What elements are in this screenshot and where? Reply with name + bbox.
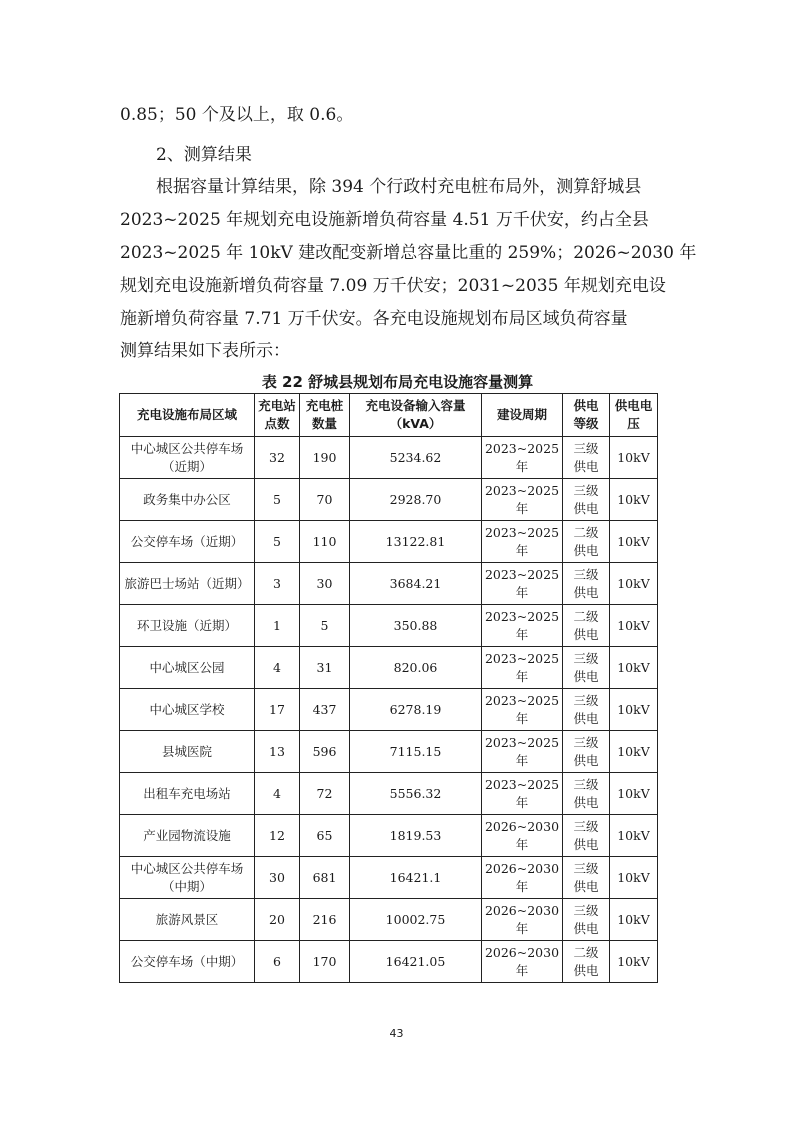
cell-piles: 596: [300, 731, 350, 773]
cell-area-line: 公交停车场（中期）: [130, 953, 244, 969]
cell-stations: 1: [255, 605, 300, 647]
cell-piles: 110: [300, 521, 350, 563]
header-grade: [563, 394, 610, 437]
header-line: 充电站: [258, 398, 296, 413]
cell-stations: 32: [255, 437, 300, 479]
cell-stations: 3: [255, 563, 300, 605]
cell-grade-line: 三级: [573, 734, 599, 750]
cell-grade: [563, 815, 610, 857]
cell-area-line: （近期）: [161, 458, 212, 474]
cell-grade-line: 供电: [573, 710, 599, 726]
cell-grade: [563, 647, 610, 689]
cell-piles: 72: [300, 773, 350, 815]
cell-grade-line: 供电: [573, 794, 599, 810]
cell-period-line: 2023~2025: [484, 566, 560, 582]
header-area: [120, 394, 255, 437]
header-piles: [300, 394, 350, 437]
header-line: 数量: [311, 416, 337, 431]
cell-period-line: 年: [515, 962, 529, 978]
cell-piles: 216: [300, 899, 350, 941]
cell-grade-line: 供电: [573, 584, 599, 600]
header-line: （kVA）: [389, 416, 442, 431]
cell-stations: 5: [255, 521, 300, 563]
cell-area-line: 公交停车场（近期）: [130, 533, 244, 549]
cell-piles: 170: [300, 941, 350, 983]
cell-capacity: 16421.1: [350, 857, 482, 899]
cell-piles: 30: [300, 563, 350, 605]
cell-grade-line: 三级: [573, 776, 599, 792]
cell-period-line: 年: [515, 836, 529, 852]
table-caption: 表 22 舒城县规划布局充电设施容量测算: [261, 373, 534, 391]
cell-grade-line: 供电: [573, 878, 599, 894]
cell-period: [482, 479, 563, 521]
cell-voltage: 10kV: [610, 815, 658, 857]
header-voltage: [610, 394, 658, 437]
cell-area: [120, 479, 255, 521]
cell-area: [120, 941, 255, 983]
cell-grade-line: 供电: [573, 962, 599, 978]
cell-area-line: 中心城区公园: [149, 659, 225, 675]
cell-grade-line: 二级: [573, 524, 599, 540]
table-row: [120, 605, 658, 647]
cell-period-line: 年: [515, 542, 529, 558]
table-row: [120, 647, 658, 689]
cell-period-line: 2023~2025: [484, 440, 560, 456]
cell-period-line: 年: [515, 668, 529, 684]
cell-area-line: 政务集中办公区: [143, 491, 231, 507]
cell-voltage: 10kV: [610, 647, 658, 689]
table-row: [120, 437, 658, 479]
cell-area: [120, 731, 255, 773]
cell-period-line: 年: [515, 920, 529, 936]
cell-grade-line: 供电: [573, 920, 599, 936]
cell-capacity: 1819.53: [350, 815, 482, 857]
cell-period-line: 2026~2030: [484, 818, 560, 834]
cell-area: [120, 437, 255, 479]
cell-period-line: 2023~2025: [484, 692, 560, 708]
table-row: [120, 857, 658, 899]
cell-period-line: 年: [515, 626, 529, 642]
table-header-row: [120, 394, 658, 437]
cell-grade-line: 供电: [573, 836, 599, 852]
cell-period-line: 年: [515, 794, 529, 810]
cell-stations: 17: [255, 689, 300, 731]
cell-voltage: 10kV: [610, 521, 658, 563]
cell-period-line: 2023~2025: [484, 650, 560, 666]
header-period: [482, 394, 563, 437]
paragraph-line: 施新增负荷容量 7.71 万千伏安。各充电设施规划布局区域负荷容量: [120, 309, 628, 329]
table-row: [120, 815, 658, 857]
cell-period: [482, 521, 563, 563]
cell-period: [482, 689, 563, 731]
cell-area: [120, 815, 255, 857]
cell-grade: [563, 605, 610, 647]
cell-period: [482, 437, 563, 479]
cell-grade: [563, 773, 610, 815]
header-line: 供电电: [614, 398, 653, 413]
cell-grade-line: 供电: [573, 752, 599, 768]
cell-period: [482, 815, 563, 857]
table-row: [120, 479, 658, 521]
cell-grade-line: 三级: [573, 818, 599, 834]
paragraph-line: 规划充电设施新增负荷容量 7.09 万千伏安；2031~2035 年规划充电设: [120, 276, 666, 296]
cell-capacity: 5556.32: [350, 773, 482, 815]
cell-grade-line: 供电: [573, 668, 599, 684]
cell-area-line: 产业园物流设施: [143, 827, 231, 843]
cell-piles: 65: [300, 815, 350, 857]
cell-period-line: 2026~2030: [484, 902, 560, 918]
header-line: 供电: [573, 398, 599, 413]
cell-grade: [563, 941, 610, 983]
cell-piles: 70: [300, 479, 350, 521]
cell-piles: 437: [300, 689, 350, 731]
cell-stations: 20: [255, 899, 300, 941]
cell-piles: 5: [300, 605, 350, 647]
cell-period: [482, 731, 563, 773]
cell-grade: [563, 479, 610, 521]
header-line: 点数: [264, 416, 290, 431]
cell-grade: [563, 857, 610, 899]
cell-area: [120, 857, 255, 899]
cell-grade-line: 三级: [573, 566, 599, 582]
cell-period-line: 年: [515, 752, 529, 768]
page-number: 43: [389, 1027, 404, 1040]
cell-area-line: 中心城区公共停车场: [130, 860, 244, 876]
cell-area: [120, 689, 255, 731]
cell-grade: [563, 437, 610, 479]
cell-grade: [563, 731, 610, 773]
cell-grade-line: 三级: [573, 860, 599, 876]
section-heading: 2、测算结果: [156, 145, 252, 165]
table-row: [120, 899, 658, 941]
paragraph-line: 2023~2025 年规划充电设施新增负荷容量 4.51 万千伏安，约占全县: [120, 210, 649, 230]
cell-voltage: 10kV: [610, 479, 658, 521]
cell-area: [120, 563, 255, 605]
cell-grade-line: 供电: [573, 458, 599, 474]
paragraph-line: 2023~2025 年 10kV 建改配变新增总容量比重的 259%；2026~2030 年: [120, 243, 697, 263]
cell-voltage: 10kV: [610, 605, 658, 647]
cell-area: [120, 899, 255, 941]
cell-grade-line: 供电: [573, 500, 599, 516]
cell-area: [120, 605, 255, 647]
cell-period: [482, 563, 563, 605]
cell-capacity: 820.06: [350, 647, 482, 689]
table-body: [120, 437, 658, 983]
header-line: 充电设备输入容量: [365, 398, 466, 413]
cell-voltage: 10kV: [610, 437, 658, 479]
cell-capacity: 10002.75: [350, 899, 482, 941]
paragraph-line: 0.85；50 个及以上，取 0.6。: [120, 105, 354, 125]
cell-capacity: 7115.15: [350, 731, 482, 773]
cell-area-line: 中心城区学校: [149, 701, 225, 717]
cell-period: [482, 899, 563, 941]
header-capacity: [350, 394, 482, 437]
cell-period-line: 2023~2025: [484, 776, 560, 792]
cell-period-line: 2023~2025: [484, 524, 560, 540]
cell-area-line: （中期）: [161, 878, 212, 894]
cell-voltage: 10kV: [610, 857, 658, 899]
header-line: 等级: [573, 416, 599, 431]
table-row: [120, 689, 658, 731]
cell-grade-line: 三级: [573, 650, 599, 666]
table-row: [120, 773, 658, 815]
cell-stations: 13: [255, 731, 300, 773]
cell-piles: 31: [300, 647, 350, 689]
table-row: [120, 563, 658, 605]
cell-stations: 12: [255, 815, 300, 857]
cell-voltage: 10kV: [610, 899, 658, 941]
cell-area-line: 出租车充电场站: [143, 785, 231, 801]
cell-area: [120, 773, 255, 815]
cell-grade-line: 二级: [573, 944, 599, 960]
cell-capacity: 350.88: [350, 605, 482, 647]
header-line: 充电设施布局区域: [136, 407, 237, 422]
capacity-table: [119, 393, 658, 983]
cell-period-line: 2023~2025: [484, 482, 560, 498]
cell-area: [120, 647, 255, 689]
header-line: 建设周期: [496, 407, 547, 422]
cell-area-line: 环卫设施（近期）: [136, 617, 237, 633]
cell-period-line: 2026~2030: [484, 860, 560, 876]
table-row: [120, 941, 658, 983]
cell-period-line: 年: [515, 878, 529, 894]
cell-capacity: 13122.81: [350, 521, 482, 563]
cell-period-line: 2023~2025: [484, 608, 560, 624]
cell-grade: [563, 521, 610, 563]
cell-capacity: 16421.05: [350, 941, 482, 983]
cell-period: [482, 857, 563, 899]
cell-grade-line: 三级: [573, 482, 599, 498]
cell-piles: 681: [300, 857, 350, 899]
cell-period: [482, 941, 563, 983]
cell-area-line: 中心城区公共停车场: [130, 440, 244, 456]
cell-grade-line: 三级: [573, 902, 599, 918]
cell-capacity: 2928.70: [350, 479, 482, 521]
header-line: 充电桩: [305, 398, 344, 413]
paragraph-line: 测算结果如下表所示：: [120, 341, 290, 361]
cell-grade: [563, 899, 610, 941]
cell-voltage: 10kV: [610, 563, 658, 605]
cell-period: [482, 605, 563, 647]
cell-period: [482, 773, 563, 815]
cell-period: [482, 647, 563, 689]
cell-area: [120, 521, 255, 563]
cell-voltage: 10kV: [610, 731, 658, 773]
cell-voltage: 10kV: [610, 941, 658, 983]
cell-piles: 190: [300, 437, 350, 479]
table-row: [120, 731, 658, 773]
paragraph-line: 根据容量计算结果，除 394 个行政村充电桩布局外，测算舒城县: [156, 177, 642, 197]
cell-capacity: 5234.62: [350, 437, 482, 479]
cell-stations: 4: [255, 773, 300, 815]
cell-period-line: 年: [515, 584, 529, 600]
cell-area-line: 县城医院: [161, 743, 212, 759]
cell-period-line: 2023~2025: [484, 734, 560, 750]
cell-voltage: 10kV: [610, 773, 658, 815]
cell-stations: 6: [255, 941, 300, 983]
cell-stations: 4: [255, 647, 300, 689]
cell-stations: 5: [255, 479, 300, 521]
table-row: [120, 521, 658, 563]
header-line: 压: [627, 416, 640, 431]
cell-grade-line: 三级: [573, 692, 599, 708]
cell-period-line: 年: [515, 458, 529, 474]
cell-area-line: 旅游风景区: [155, 911, 219, 927]
cell-grade-line: 三级: [573, 440, 599, 456]
cell-capacity: 6278.19: [350, 689, 482, 731]
cell-grade-line: 供电: [573, 542, 599, 558]
header-stations: [255, 394, 300, 437]
cell-stations: 30: [255, 857, 300, 899]
cell-grade-line: 供电: [573, 626, 599, 642]
cell-period-line: 年: [515, 500, 529, 516]
cell-period-line: 2026~2030: [484, 944, 560, 960]
cell-grade: [563, 563, 610, 605]
cell-area-line: 旅游巴士场站（近期）: [124, 575, 250, 591]
cell-capacity: 3684.21: [350, 563, 482, 605]
cell-voltage: 10kV: [610, 689, 658, 731]
cell-period-line: 年: [515, 710, 529, 726]
cell-grade-line: 二级: [573, 608, 599, 624]
cell-grade: [563, 689, 610, 731]
